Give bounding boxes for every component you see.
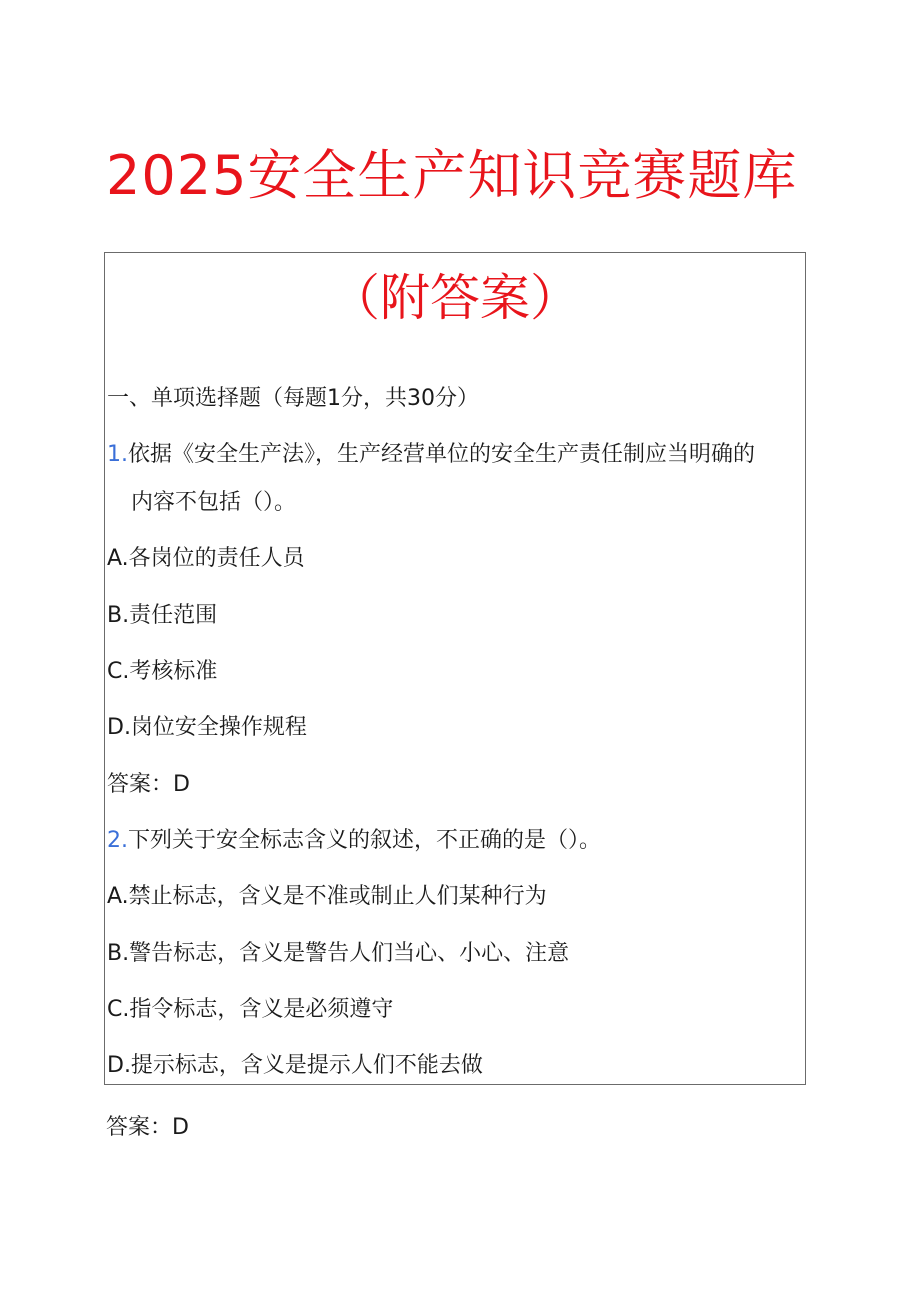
question-box [104, 252, 806, 1085]
question-2-number: 2. [107, 828, 128, 853]
question-1-answer: 答案：D [107, 772, 190, 797]
question-2-stem-text: 下列关于安全标志含义的叙述，不正确的是（）。 [128, 828, 602, 853]
question-1-option-d: D.岗位安全操作规程 [107, 715, 307, 740]
document-title: 2025安全生产知识竞赛题库 [106, 144, 798, 207]
question-1-stem-line-1 [107, 439, 755, 471]
question-2-option-c: C.指令标志，含义是必须遵守 [107, 997, 394, 1022]
question-2-option-d: D.提示标志，含义是提示人们不能去做 [107, 1053, 483, 1078]
question-1-stem-text: 依据《安全生产法》，生产经营单位的安全生产责任制应当明确的 [128, 442, 756, 467]
document-subtitle: （附答案） [330, 269, 580, 327]
question-2-option-b: B.警告标志，含义是警告人们当心、小心、注意 [107, 941, 570, 966]
question-1-option-a: A.各岗位的责任人员 [107, 546, 305, 571]
question-2-stem-line-1 [107, 825, 601, 857]
section-heading: 一、单项选择题（每题1分，共30分） [107, 386, 479, 411]
question-1-number: 1. [107, 442, 128, 467]
question-1-option-b: B.责任范围 [107, 603, 218, 628]
question-1-option-c: C.考核标准 [107, 659, 218, 684]
question-2-answer: 答案：D [106, 1115, 189, 1140]
question-2-option-a: A.禁止标志，含义是不准或制止人们某种行为 [107, 884, 547, 909]
question-1-stem-line-2: 内容不包括（）。 [131, 490, 297, 515]
